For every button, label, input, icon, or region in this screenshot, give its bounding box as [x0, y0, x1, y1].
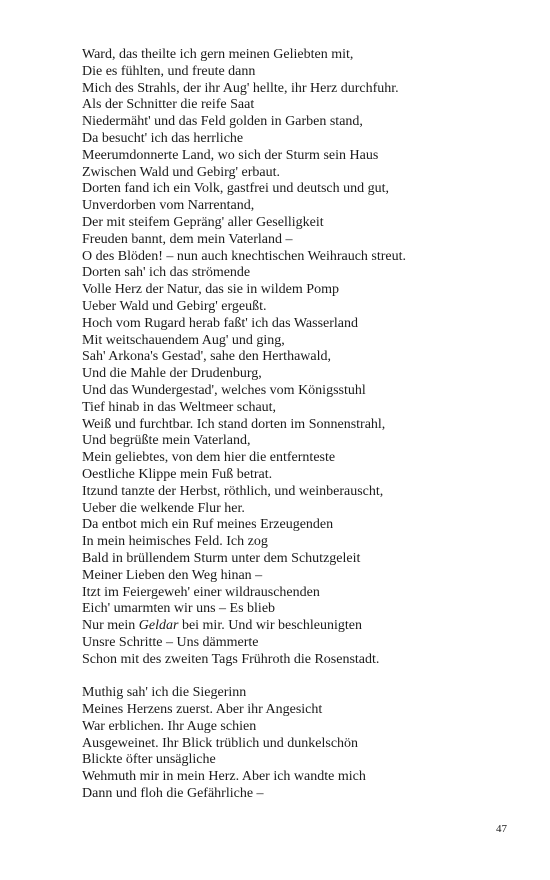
verse-line: Ausgeweinet. Ihr Blick trüblich und dunkelschön	[82, 735, 359, 751]
verse-line: Itzund tanzte der Herbst, röthlich, und weinberauscht,	[82, 483, 384, 499]
verse-line: Ueber Wald und Gebirg' ergeußt.	[82, 298, 267, 314]
verse-text: Nur mein	[82, 618, 139, 634]
verse-line: Dorten sah' ich das strömende	[82, 265, 251, 281]
verse-line: Sah' Arkona's Gestad', sahe den Herthawald,	[82, 349, 331, 365]
page-number: 47	[496, 823, 507, 835]
verse-line: Als der Schnitter die reife Saat	[82, 97, 255, 113]
verse-line: Unverdorben vom Narrentand,	[82, 198, 255, 214]
verse-line: In mein heimisches Feld. Ich zog	[82, 534, 268, 550]
verse-line-with-italic	[82, 618, 522, 635]
verse-line: Ward, das theilte ich gern meinen Geliebten mit,	[82, 47, 354, 62]
verse-line: Freuden bannt, dem mein Vaterland –	[82, 231, 293, 247]
verse-text: bei mir. Und wir beschleunigten	[178, 618, 362, 634]
verse-line: Hoch vom Rugard herab faßt' ich das Wasserland	[82, 315, 359, 331]
verse-line: Unsre Schritte – Uns dämmerte	[82, 634, 259, 650]
verse-line: Wehmuth mir in mein Herz. Aber ich wandte mich	[82, 769, 366, 785]
verse-line: War erblichen. Ihr Auge schien	[82, 718, 257, 734]
stanza-2	[82, 685, 522, 803]
verse-line: Itzt im Feiergeweh' einer wildrauschenden	[82, 584, 320, 600]
italic-name: Geldar	[138, 618, 179, 634]
verse-line: Da entbot mich ein Ruf meines Erzeugenden	[82, 517, 334, 533]
verse-line: Bald in brüllendem Sturm unter dem Schutzgeleit	[82, 550, 361, 566]
verse-line: Dann und floh die Gefährliche –	[82, 786, 264, 802]
stanza-break	[82, 668, 522, 685]
verse-line: Niedermäht' und das Feld golden in Garben stand,	[82, 114, 363, 130]
verse-line: Da besucht' ich das herrliche	[82, 130, 244, 146]
stanza-1	[82, 47, 522, 668]
verse-line: Dorten fand ich ein Volk, gastfrei und deutsch und gut,	[82, 181, 390, 197]
verse-line: Oestliche Klippe mein Fuß betrat.	[82, 466, 273, 482]
verse-line: Meerumdonnerte Land, wo sich der Sturm sein Haus	[82, 147, 379, 163]
verse-line: Eich' umarmten wir uns – Es blieb	[82, 601, 276, 617]
verse-line: Zwischen Wald und Gebirg' erbaut.	[82, 164, 280, 180]
verse-line: Tief hinab in das Weltmeer schaut,	[82, 399, 277, 415]
verse-line: Meines Herzens zuerst. Aber ihr Angesicht	[82, 702, 323, 718]
verse-line: Mein geliebtes, von dem hier die entfernteste	[82, 450, 336, 466]
poem-page	[82, 47, 522, 803]
verse-line: Und die Mahle der Drudenburg,	[82, 366, 262, 382]
verse-line: O des Blöden! – nun auch knechtischen Weihrauch streut.	[82, 248, 407, 264]
verse-line: Schon mit des zweiten Tags Frühroth die Rosenstadt.	[82, 651, 380, 667]
verse-line: Muthig sah' ich die Siegerinn	[82, 685, 247, 701]
verse-line: Und das Wundergestad', welches vom Königsstuhl	[82, 382, 366, 398]
verse-line: Weiß und furchtbar. Ich stand dorten im Sonnenstrahl,	[82, 416, 386, 432]
verse-line: Meiner Lieben den Weg hinan –	[82, 567, 263, 583]
verse-line: Volle Herz der Natur, das sie in wildem Pomp	[82, 282, 339, 298]
verse-line: Ueber die welkende Flur her.	[82, 500, 245, 516]
verse-line: Mit weitschauendem Aug' und ging,	[82, 332, 285, 348]
verse-line: Blickte öfter unsägliche	[82, 752, 216, 768]
verse-line: Der mit steifem Gepräng' aller Geselligkeit	[82, 214, 324, 230]
verse-line: Mich des Strahls, der ihr Aug' hellte, ihr Herz durchfuhr.	[82, 80, 399, 96]
verse-line: Die es fühlten, und freute dann	[82, 63, 256, 79]
verse-line: Und begrüßte mein Vaterland,	[82, 433, 251, 449]
